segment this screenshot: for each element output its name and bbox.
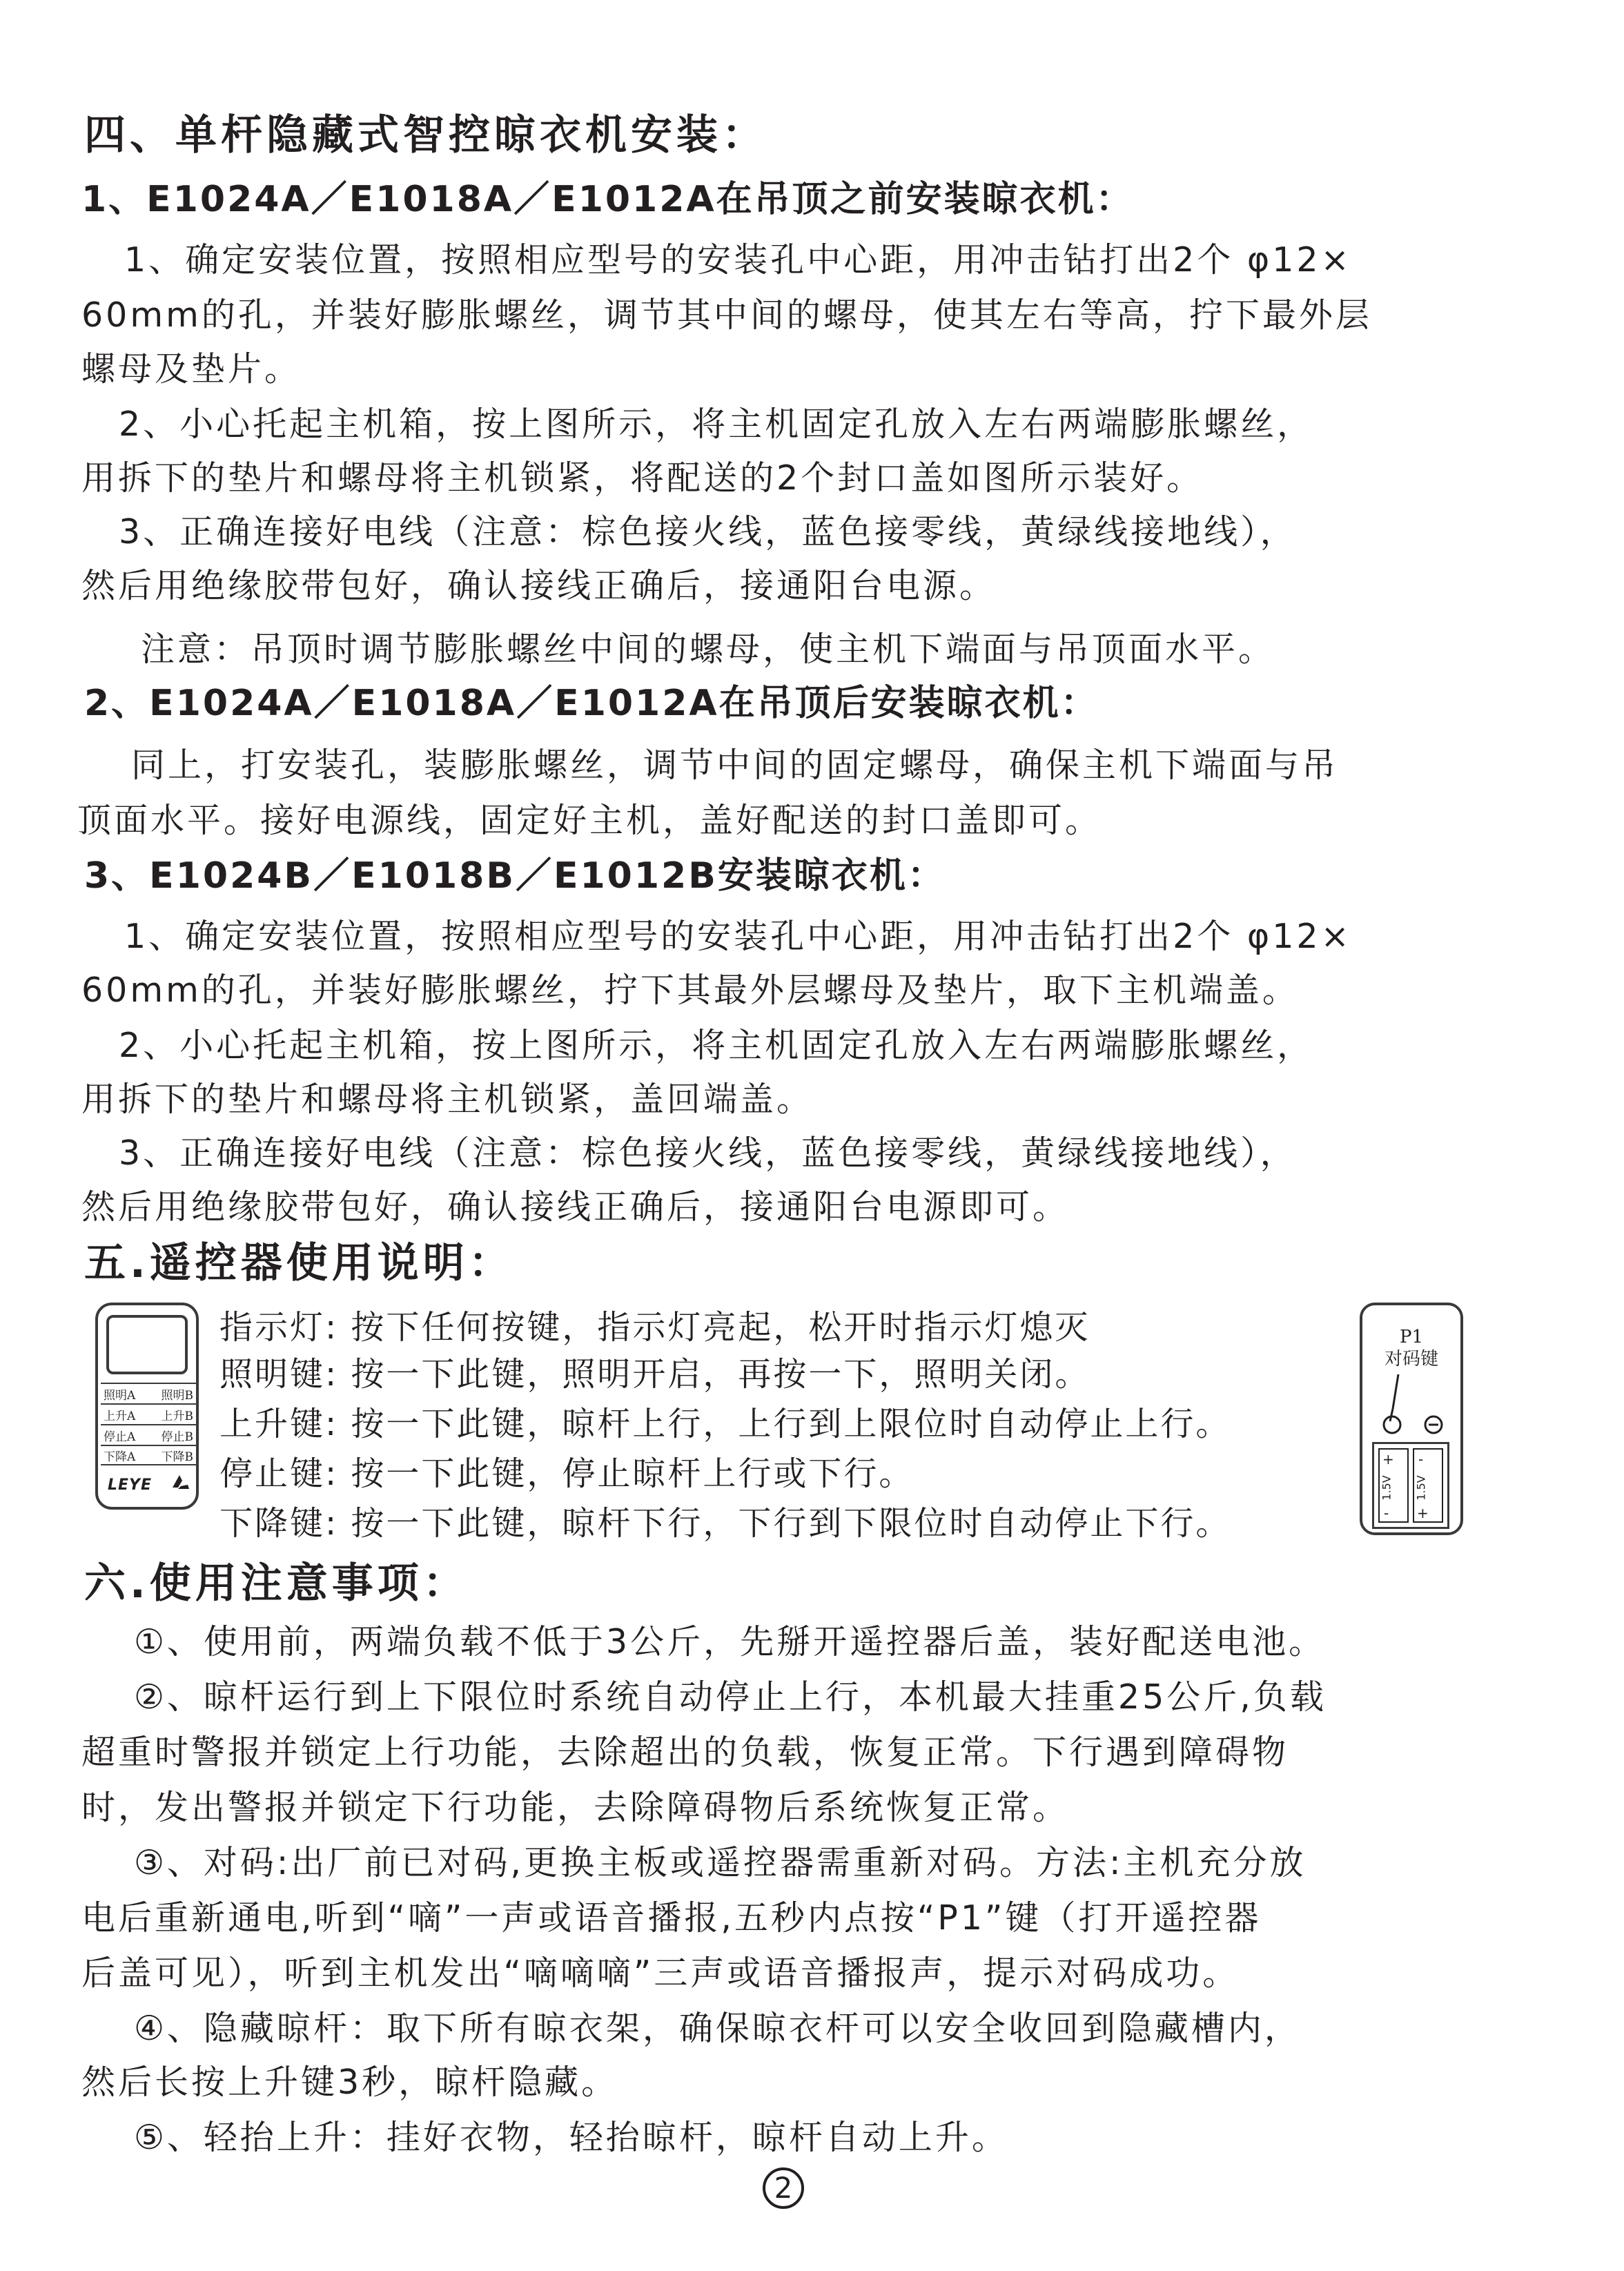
notice-line: 后盖可见），听到主机发出“嘀嘀嘀”三声或语音播报声，提示对码成功。: [81, 1953, 1240, 1993]
battery-icon: [1378, 1448, 1409, 1523]
section-4-2-title: 2、E1024A／E1018A／E1012A在吊顶后安装晾衣机：: [84, 683, 1099, 724]
section-5-title: 五.遥控器使用说明：: [84, 1239, 514, 1287]
indicator-desc: 指示灯: 按下任何按键，指示灯亮起，松开时指示灯熄灭: [219, 1308, 1090, 1347]
notice-line: ⑤、轻抬上升：挂好衣物，轻抬晾杆，晾杆自动上升。: [134, 2118, 1008, 2157]
paragraph-line: 2、小心托起主机箱，按上图所示，将主机固定孔放入左右两端膨胀螺丝，: [119, 1026, 1314, 1065]
light-a-label: 照明A: [104, 1388, 136, 1403]
screw-icon: [1423, 1414, 1444, 1435]
light-b-label: 照明B: [161, 1388, 193, 1403]
notice-line: ③、对码:出厂前已对码,更换主板或遥控器需重新对码。方法:主机充分放: [134, 1843, 1307, 1882]
notice-line: ①、使用前，两端负载不低于3公斤，先掰开遥控器后盖，装好配送电池。: [134, 1622, 1326, 1661]
brand-logo-icon: [170, 1472, 190, 1492]
page-number: 2: [763, 2167, 804, 2209]
stop-a-label: 停止A: [104, 1430, 136, 1444]
paragraph-line: 同上，打安装孔，装膨胀螺丝，调节中间的固定螺母，确保主机下端面与吊: [131, 745, 1339, 785]
note-line: 注意：吊顶时调节膨胀螺丝中间的螺母，使主机下端面与吊顶面水平。: [141, 630, 1275, 669]
battery-voltage-label: 1.5V: [1414, 1475, 1428, 1501]
paragraph-line: 用拆下的垫片和螺母将主机锁紧，盖回端盖。: [81, 1080, 814, 1119]
paragraph-line: 1、确定安装位置，按照相应型号的安装孔中心距，用冲击钻打出2个 φ12×: [124, 917, 1352, 956]
paragraph-line: 3、正确连接好电线（注意：棕色接火线，蓝色接零线，黄绿线接地线），: [119, 512, 1297, 552]
paragraph-line: 顶面水平。接好电源线，固定好主机，盖好配送的封口盖即可。: [77, 801, 1102, 840]
paragraph-line: 60mm的孔，并装好膨胀螺丝，拧下其最外层螺母及垫片，取下主机端盖。: [81, 971, 1299, 1010]
section-4-3-title: 3、E1024B／E1018B／E1012B安装晾衣机：: [84, 855, 946, 897]
indicator-window: [106, 1315, 188, 1374]
battery-plus-sign: +: [1382, 1451, 1394, 1468]
stop-b-label: 停止B: [161, 1430, 193, 1444]
notice-line: 电后重新通电,听到“嘀”一声或语音播报,五秒内点按“P1”键（打开遥控器: [81, 1898, 1262, 1938]
paragraph-line: 用拆下的垫片和螺母将主机锁紧，将配送的2个封口盖如图所示装好。: [81, 458, 1204, 498]
p1-button-icon: [1382, 1414, 1402, 1435]
button-row: [101, 1383, 196, 1403]
notice-line: ④、隐藏晾杆：取下所有晾衣架，确保晾衣杆可以安全收回到隐藏槽内，: [134, 2009, 1301, 2048]
paragraph-line: 60mm的孔，并装好膨胀螺丝，调节其中间的螺母，使其左右等高，拧下最外层: [81, 295, 1372, 335]
paragraph-line: 然后用绝缘胶带包好，确认接线正确后，接通阳台电源。: [81, 566, 997, 605]
down-key-desc: 下降键: 按一下此键，晾杆下行，下行到下限位时自动停止下行。: [219, 1504, 1231, 1543]
paragraph-line: 3、正确连接好电线（注意：棕色接火线，蓝色接零线，黄绿线接地线），: [119, 1133, 1297, 1173]
battery-plus-sign: +: [1417, 1505, 1429, 1521]
battery-minus-sign: -: [1418, 1451, 1424, 1468]
section-6-title: 六.使用注意事项：: [84, 1559, 469, 1608]
battery-minus-sign: -: [1384, 1505, 1389, 1521]
remote-front-illustration: [95, 1303, 199, 1510]
section-4-1-title: 1、E1024A／E1018A／E1012A在吊顶之前安装晾衣机：: [81, 179, 1134, 220]
button-row: [101, 1445, 196, 1465]
down-b-label: 下降B: [161, 1450, 193, 1464]
notice-line: 超重时警报并锁定上行功能，去除超出的负载，恢复正常。下行遇到障碍物: [81, 1733, 1289, 1772]
paragraph-line: 1、确定安装位置，按照相应型号的安装孔中心距，用冲击钻打出2个 φ12×: [124, 240, 1352, 280]
notice-line: 然后长按上升键3秒，晾杆隐藏。: [81, 2063, 618, 2102]
notice-line: 时，发出警报并锁定下行功能，去除障碍物后系统恢复正常。: [81, 1788, 1070, 1827]
button-row: [101, 1403, 196, 1424]
paragraph-line: 然后用绝缘胶带包好，确认接线正确后，接通阳台电源即可。: [81, 1187, 1070, 1227]
up-b-label: 上升B: [161, 1409, 193, 1423]
notice-line: ②、晾杆运行到上下限位时系统自动停止上行，本机最大挂重25公斤,负载: [134, 1677, 1327, 1717]
up-a-label: 上升A: [104, 1409, 136, 1423]
battery-icon: [1413, 1448, 1443, 1523]
up-key-desc: 上升键: 按一下此键，晾杆上行，上行到上限位时自动停止上行。: [219, 1405, 1231, 1443]
paragraph-line: 螺母及垫片。: [81, 349, 302, 389]
paragraph-line: 2、小心托起主机箱，按上图所示，将主机固定孔放入左右两端膨胀螺丝，: [119, 405, 1314, 444]
down-a-label: 下降A: [104, 1450, 136, 1464]
battery-compartment: [1372, 1442, 1449, 1529]
battery-voltage-label: 1.5V: [1380, 1475, 1393, 1501]
light-key-desc: 照明键: 按一下此键，照明开启，再按一下，照明关闭。: [219, 1355, 1090, 1394]
remote-back-illustration: [1360, 1303, 1463, 1535]
p1-label: P1: [1399, 1327, 1424, 1347]
section-4-title: 四、单杆隐藏式智控晾衣机安装：: [84, 111, 767, 159]
brand-logo-text: LEYE: [108, 1476, 153, 1494]
stop-key-desc: 停止键: 按一下此键，停止晾杆上行或下行。: [219, 1454, 914, 1493]
pair-key-label: 对码键: [1384, 1349, 1438, 1370]
button-row: [101, 1424, 196, 1445]
